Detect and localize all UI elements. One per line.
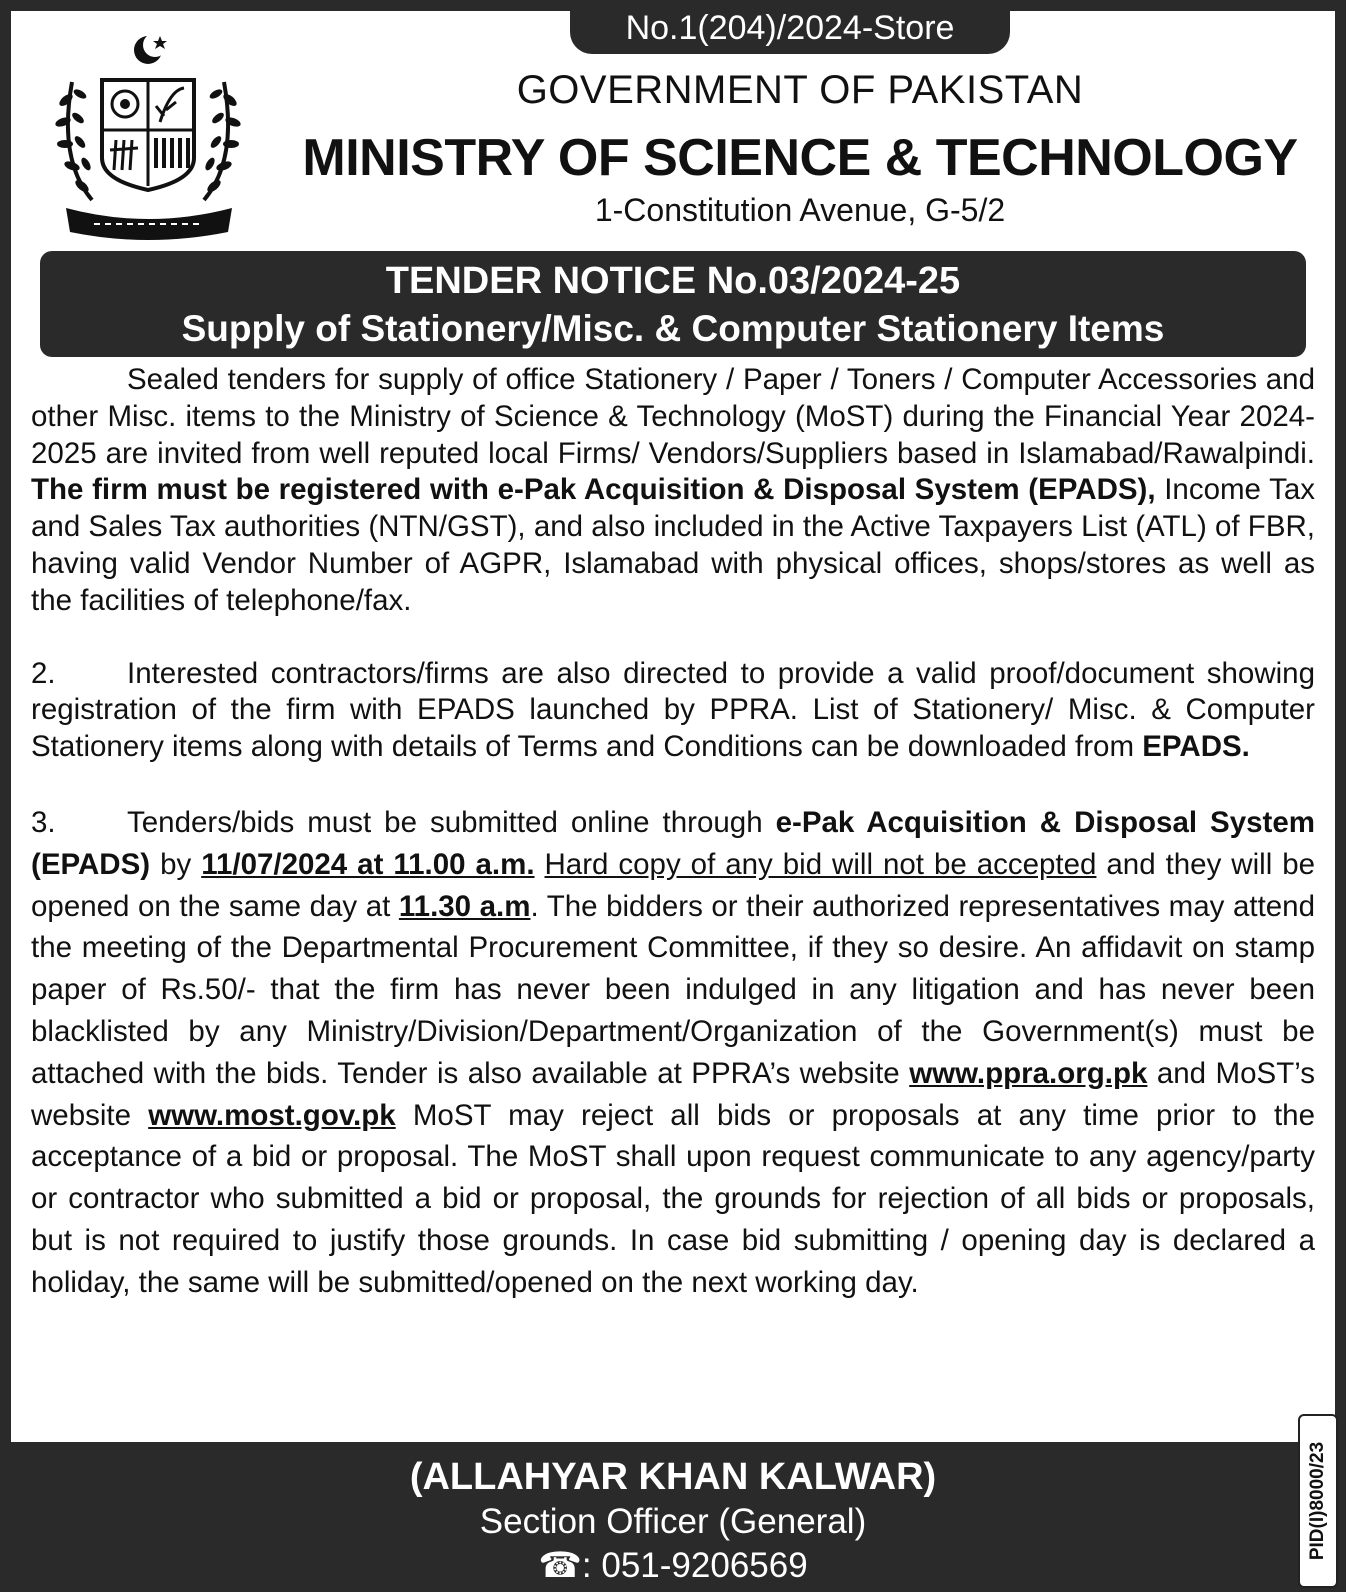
paragraph-1 [31, 362, 1315, 620]
tender-title: TENDER NOTICE No.03/2024-25 [385, 260, 961, 302]
signatory-designation: Section Officer (General) [479, 1502, 867, 1541]
phone-icon: ☎ [538, 1546, 582, 1585]
signatory-name: (ALLAHYAR KHAN KALWAR) [409, 1456, 937, 1498]
phone-number: : 051-9206569 [581, 1546, 808, 1585]
most-website-link[interactable]: www.most.gov.pk [148, 1098, 396, 1132]
hard-copy-notice: Hard copy of any bid will not be accepted [544, 847, 1097, 881]
reference-number: No.1(204)/2024-Store [570, 4, 1010, 54]
para3-text-6: and MoST’s website [31, 1056, 1316, 1132]
para1-text-1: Sealed tenders for supply of office Stationery / Paper / Toners / Computer Accessories and other Misc. items to the Ministry of Science & Technology (MoST) during the Financial Year 2024-2025 are invited from well reputed local Firms/ Vendors/Suppliers based in Islamabad/Rawalpindi. [31, 363, 1315, 470]
para3-text-2: by [150, 847, 202, 881]
government-heading: GOVERNMENT OF PAKISTAN [516, 68, 1084, 112]
submission-deadline: 11/07/2024 at 11.00 a.m. [201, 847, 535, 881]
ppra-website-link[interactable]: www.ppra.org.pk [909, 1056, 1148, 1090]
notice-body [31, 362, 1315, 1304]
pid-code: PID(I)8000/23 [1307, 1441, 1328, 1561]
para3-text-7: MoST may reject all bids or proposals at any time prior to the acceptance of a bid or proposal. The MoST shall upon request communicate to any agency/party or contractor who submitted a bid or proposal, the grounds for rejection of all bids or proposals, but is not required to justify those grounds. In case bid submitting / opening day is declared a holiday, the same will be submitted/opened on the next working day. [31, 1098, 1315, 1299]
paragraph-2 [31, 656, 1315, 766]
ministry-address: 1-Constitution Avenue, G-5/2 [594, 192, 1006, 228]
para2-text-1: Interested contractors/firms are also directed to provide a valid proof/document showing registration of the firm with EPADS launched by PPRA. List of Stationery/ Misc. & Computer Stationery items along with details of Terms and Conditions can be downloaded from [31, 656, 1315, 764]
para3-text-4: and they will be opened on the same day at [31, 847, 1316, 923]
para3-number: 3. [31, 805, 56, 839]
tender-banner [40, 251, 1306, 357]
para3-text-3 [535, 848, 545, 881]
signatory-block [0, 1442, 1346, 1592]
para3-text-5: . The bidders or their authorized representatives may attend the meeting of the Departmental Procurement Committee, if they so desire. An affidavit on stamp paper of Rs.50/- that the firm has never been indulged in any litigation and has never been blacklisted by any Ministry/Division/Department/Organization of the Government(s) must be attached with the bids. Tender is also available at PPRA’s website [31, 889, 1315, 1090]
opening-time: 11.30 a.m [398, 889, 531, 923]
para3-text-1: Tenders/bids must be submitted online through [127, 805, 776, 839]
para2-number: 2. [31, 656, 56, 690]
signatory-phone [0, 1544, 1346, 1588]
pakistan-state-emblem-icon [44, 30, 254, 242]
paragraph-3 [31, 802, 1315, 1304]
para3-bold-epads: e-Pak Acquisition & Disposal System (EPADS) [31, 805, 1315, 881]
para2-bold-epads: EPADS. [1142, 730, 1250, 764]
pid-code-box [1298, 1414, 1338, 1588]
tender-subtitle: Supply of Stationery/Misc. & Computer Stationery Items [181, 308, 1165, 349]
para1-text-2: Income Tax and Sales Tax authorities (NTN/GST), and also included in the Active Taxpayers List (ATL) of FBR, having valid Vendor Number of AGPR, Islamabad with physical offices, shops/stores as well as the facilities of telephone/fax. [31, 473, 1315, 617]
para1-bold-registration: The firm must be registered with e-Pak Acquisition & Disposal System (EPADS), [31, 473, 1156, 507]
ministry-heading: MINISTRY OF SCIENCE & TECHNOLOGY [302, 129, 1298, 187]
